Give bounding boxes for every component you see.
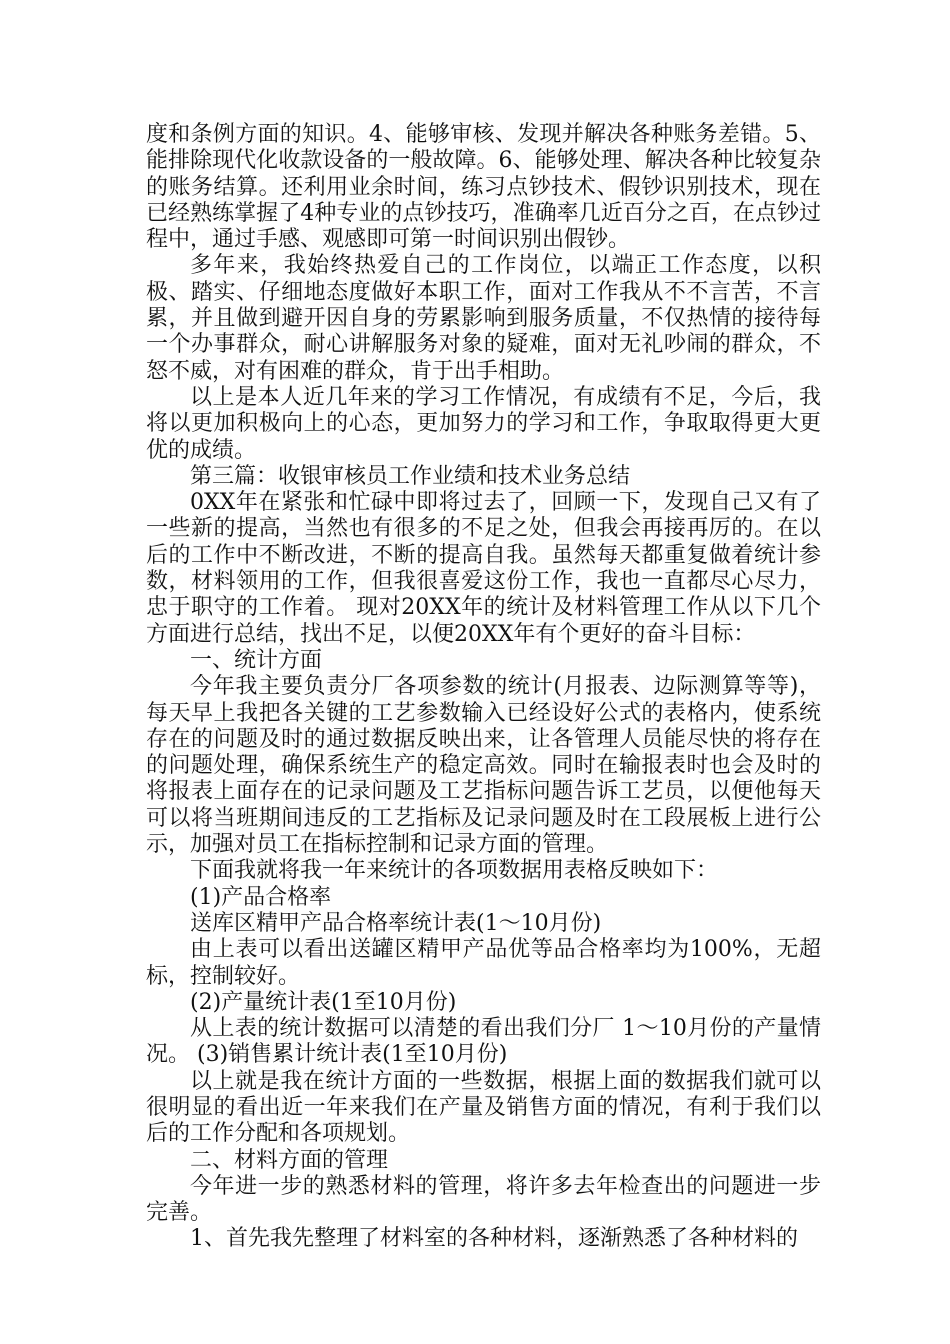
section-heading: 一、统计方面	[190, 647, 323, 673]
document-page	[146, 122, 821, 1253]
paragraph: 从上表的统计数据可以清楚的看出我们分厂 1～10月份的产量情况。 (3)销售累计统计表(1至10月份)	[146, 1016, 821, 1068]
paragraph: 下面我就将我一年来统计的各项数据用表格反映如下：	[190, 858, 719, 884]
paragraph: 多年来，我始终热爱自己的工作岗位，以端正工作态度，以积极、踏实、仔细地态度做好本职工作，面对工作我从不不言苦，不言累，并且做到避开因自身的劳累影响到服务质量，不仅热情的接待每一个办事群众，耐心讲解服务对象的疑难，面对无礼吵闹的群众，不怒不威，对有困难的群众，肯于出手相助。	[146, 253, 821, 384]
sub-heading: (2)产量统计表(1至10月份)	[190, 989, 457, 1015]
paragraph: 以上就是我在统计方面的一些数据，根据上面的数据我们就可以很明显的看出近一年来我们在产量及销售方面的情况，有利于我们以后的工作分配和各项规划。	[146, 1068, 821, 1147]
section-heading: 第三篇：收银审核员工作业绩和技术业务总结	[190, 463, 631, 489]
paragraph: 今年进一步的熟悉材料的管理，将许多去年检查出的问题进一步完善。	[146, 1173, 821, 1226]
paragraph: 以上是本人近几年来的学习工作情况，有成绩有不足，今后，我将以更加积极向上的心态，更加努力的学习和工作，争取取得更大更优的成绩。	[146, 384, 821, 463]
paragraph: 1、首先我先整理了材料室的各种材料，逐渐熟悉了各种材料的	[190, 1226, 798, 1252]
table-caption: 送库区精甲产品合格率统计表(1～10月份)	[190, 910, 602, 936]
sub-heading: (1)产品合格率	[190, 884, 332, 910]
paragraph: 由上表可以看出送罐区精甲产品优等品合格率均为100%，无超标，控制较好。	[146, 937, 821, 989]
paragraph: 今年我主要负责分厂各项参数的统计(月报表、边际测算等等)，每天早上我把各关键的工艺参数输入已经设好公式的表格内，使系统存在的问题及时的通过数据反映出来，让各管理人员能尽快的将存在的问题处理，确保系统生产的稳定高效。同时在输报表时也会及时的将报表上面存在的记录问题及工艺指标问题告诉工艺员，以便他每天可以将当班期间违反的工艺指标及记录问题及时在工段展板上进行公示，加强对员工在指标控制和记录方面的管理。	[146, 674, 821, 858]
section-heading: 二、材料方面的管理	[190, 1147, 389, 1173]
paragraph: 0XX年在紧张和忙碌中即将过去了，回顾一下，发现自己又有了一些新的提高，当然也有很多的不足之处，但我会再接再厉的。在以后的工作中不断改进，不断的提高自我。虽然每天都重复做着统计参数，材料领用的工作，但我很喜爱这份工作，我也一直都尽心尽力，忠于职守的工作着。 现对20XX年的统计及材料管理工作从以下几个方面进行总结，找出不足，以便20XX年有个更好的奋斗目标：	[146, 490, 821, 647]
paragraph: 度和条例方面的知识。4、能够审核、发现并解决各种账务差错。5、能排除现代化收款设备的一般故障。6、能够处理、解决各种比较复杂的账务结算。还利用业余时间，练习点钞技术、假钞识别技术，现在已经熟练掌握了4种专业的点钞技巧，准确率几近百分之百，在点钞过程中，通过手感、观感即可第一时间识别出假钞。	[146, 122, 821, 253]
